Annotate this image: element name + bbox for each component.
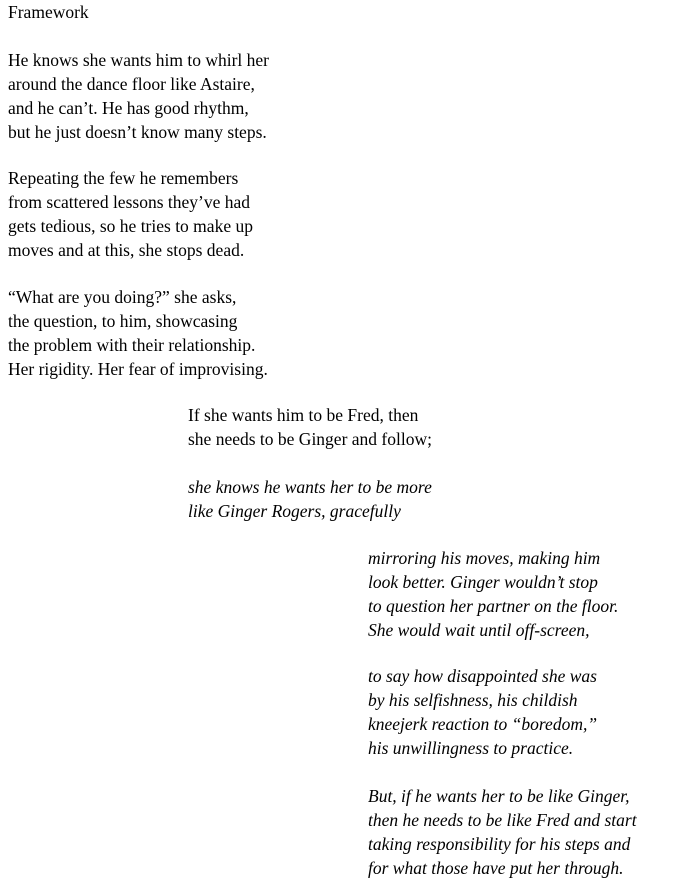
poem-line-italic: then he needs to be like Fred and start: [368, 810, 637, 830]
poem-line: moves and at this, she stops dead.: [8, 240, 245, 260]
poem-line: the question, to him, showcasing: [8, 311, 238, 331]
poem-line-italic: she knows he wants her to be more: [188, 477, 432, 497]
poem-line-italic: look better. Ginger wouldn’t stop: [368, 572, 598, 592]
poem-line-italic: She would wait until off-screen,: [368, 620, 590, 640]
poem-line-italic: taking responsibility for his steps and: [368, 834, 631, 854]
poem-line-italic: kneejerk reaction to “boredom,”: [368, 714, 598, 734]
poem-line: but he just doesn’t know many steps.: [8, 122, 267, 142]
poem-line-italic: his unwillingness to practice.: [368, 738, 574, 758]
poem-line: “What are you doing?” she asks,: [8, 287, 237, 307]
poem-line-italic: for what those have put her through.: [368, 858, 624, 878]
poem-line: He knows she wants him to whirl her: [8, 50, 270, 70]
poem-title: Framework: [8, 2, 89, 22]
poem-line-italic: to question her partner on the floor.: [368, 596, 619, 616]
poem-line: the problem with their relationship.: [8, 335, 256, 355]
poem-line-italic: But, if he wants her to be like Ginger,: [368, 786, 630, 806]
poem-line-italic: by his selfishness, his childish: [368, 690, 578, 710]
poem-line: gets tedious, so he tries to make up: [8, 216, 253, 236]
poem-line-italic: mirroring his moves, making him: [368, 548, 601, 568]
poem-line: she needs to be Ginger and follow;: [188, 429, 432, 449]
poem-line: from scattered lessons they’ve had: [8, 192, 251, 212]
poem-line: Repeating the few he remembers: [8, 168, 239, 188]
poem-line: around the dance floor like Astaire,: [8, 74, 255, 94]
poem-line-italic: to say how disappointed she was: [368, 666, 597, 686]
poem-line: Her rigidity. Her fear of improvising.: [8, 359, 268, 379]
poem-line: and he can’t. He has good rhythm,: [8, 98, 249, 118]
poem-line-italic: like Ginger Rogers, gracefully: [188, 501, 401, 521]
poem-line: If she wants him to be Fred, then: [188, 405, 419, 425]
